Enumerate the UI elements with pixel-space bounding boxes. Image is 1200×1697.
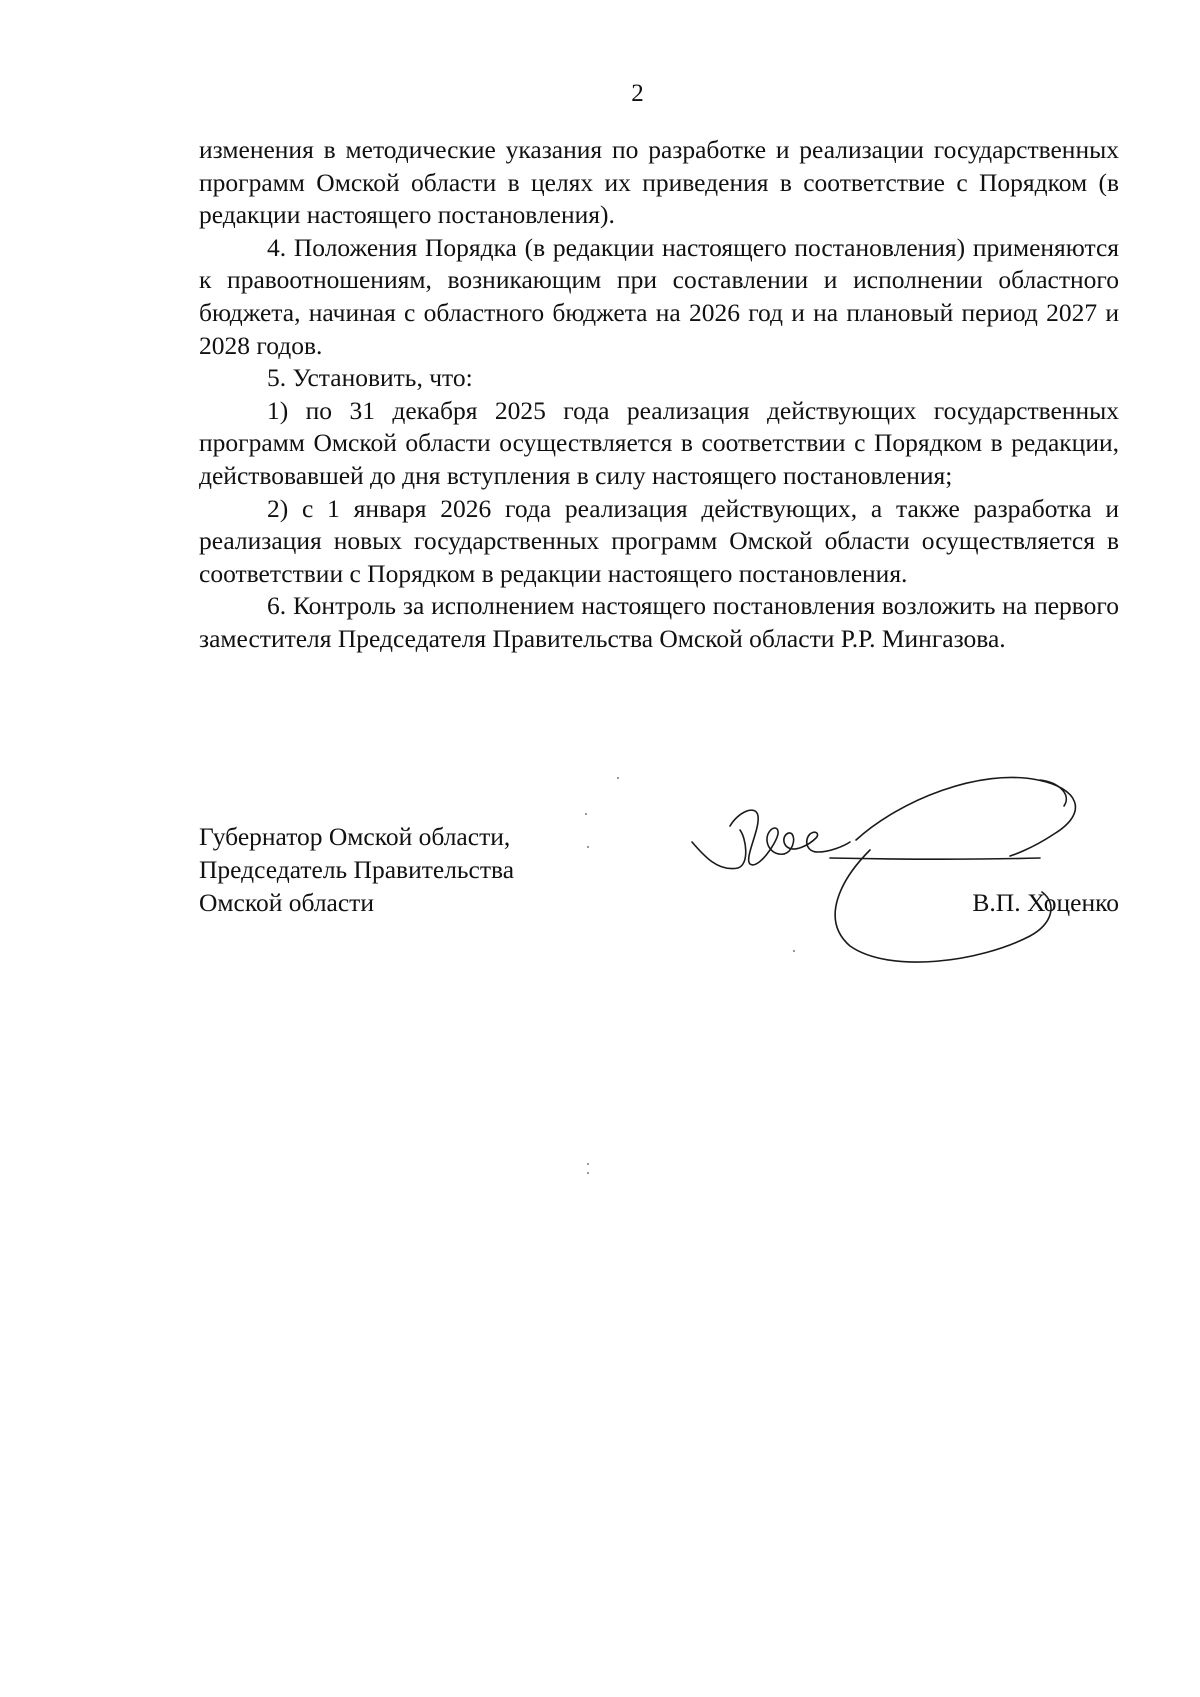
scan-speck [587,1172,589,1174]
scan-speck [587,1163,589,1165]
scan-speck [587,846,589,848]
paragraph-continuation: изменения в методические указания по разработке и реализации государственных программ Омской области в целях их приведения в соответствие с Порядком (в редакции настоящего постановления). [199,135,1119,230]
paragraph-subitem-2: 2) с 1 января 2026 года реализация действующих, а также разработка и реализация новых государственных программ Омской области осуществляется в соответствии с Порядком в редакции настоящего постановления. [199,493,1119,588]
document-body [199,134,1119,656]
scan-speck [617,777,619,779]
scan-speck [585,813,587,815]
scan-speck [793,950,795,952]
signer-title-line-1: Губернатор Омской области, [199,822,511,851]
paragraph-item-6: 6. Контроль за исполнением настоящего постановления возложить на первого заместителя Председателя Правительства Омской области Р.Р. Мингазова. [199,591,1119,653]
paragraph-item-5: 5. Установить, что: [267,363,473,393]
paragraph-item-4: 4. Положения Порядка (в редакции настоящего постановления) применяются к правоотношениям, возникающим при составлении и исполнении областного бюджета, начиная с областного бюджета на 2026 год и на плановый период 2027 и 2028 годов. [199,232,1119,360]
page-number: 2 [631,80,644,107]
signer-title-line-3: Омской области [199,888,374,917]
paragraph-subitem-1: 1) по 31 декабря 2025 года реализация действующих государственных программ Омской области осуществляется в соответствии с Порядком в редакции, действовавшей до дня вступления в силу настоящего постановления; [199,395,1119,490]
signer-name: В.П. Хоценко [972,888,1119,917]
signature-block [199,820,1119,919]
signer-title-line-2: Председатель Правительства [199,855,515,884]
